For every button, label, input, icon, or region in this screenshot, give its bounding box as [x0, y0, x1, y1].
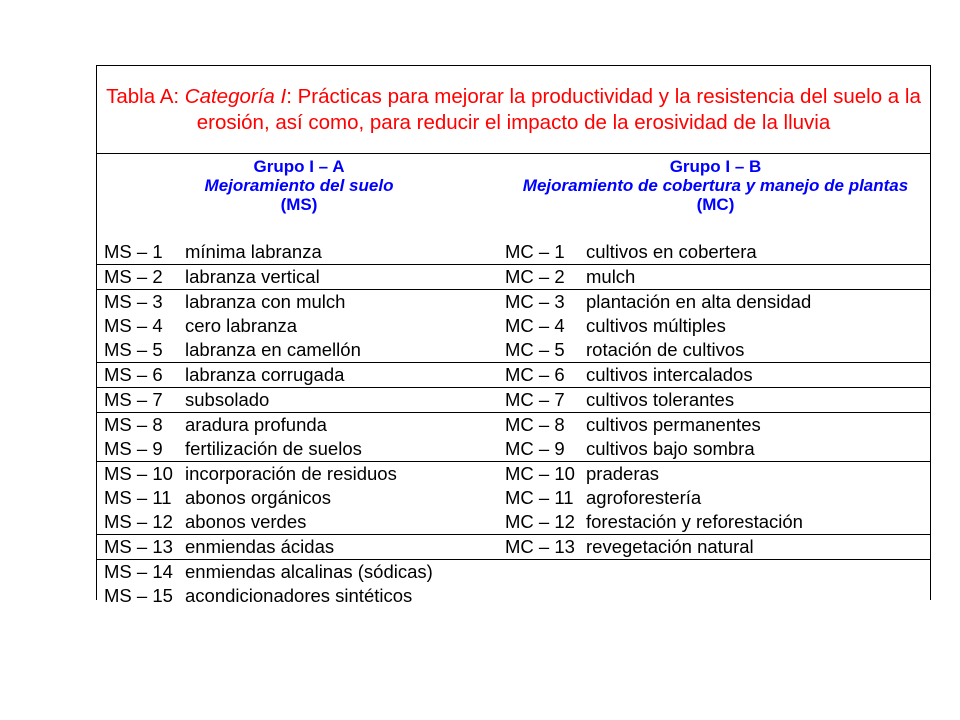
list-item [104, 314, 501, 338]
practice-code: MC – 7 [505, 389, 565, 410]
group-a-cell [97, 265, 501, 289]
practice-label: cultivos tolerantes [586, 389, 735, 410]
practice-code: MC – 12 [505, 511, 575, 532]
list-item [505, 510, 930, 534]
practice-code: MC – 2 [505, 266, 565, 287]
practice-code: MS – 13 [104, 536, 173, 557]
practice-label: mínima labranza [185, 241, 322, 262]
group-b-cell [501, 535, 930, 559]
practice-code: MS – 3 [104, 291, 163, 312]
practice-label: agroforestería [586, 487, 702, 508]
list-item [505, 462, 930, 486]
list-item [104, 486, 501, 510]
practice-code: MC – 9 [505, 438, 565, 459]
practice-code: MS – 2 [104, 266, 163, 287]
list-item [505, 338, 930, 362]
table-row-group [97, 534, 930, 559]
practice-code: MS – 14 [104, 561, 173, 582]
list-item [104, 240, 501, 264]
group-b-cell [501, 240, 930, 264]
practice-label: mulch [586, 266, 636, 287]
list-item [104, 290, 501, 314]
practice-code: MS – 8 [104, 414, 163, 435]
practice-label: labranza corrugada [185, 364, 345, 385]
practice-label: acondicionadores sintéticos [185, 585, 413, 606]
practice-label: cero labranza [185, 315, 298, 336]
practice-code: MC – 4 [505, 315, 565, 336]
practice-code: MC – 8 [505, 414, 565, 435]
title-category: Categoría I [184, 84, 287, 108]
practice-code: MS – 6 [104, 364, 163, 385]
title-description: : Prácticas para mejorar la productividad y la resistencia del suelo a la erosión, así como, para reducir el impacto de la erosividad de la lluvia [196, 84, 921, 134]
header-group-b-subtitle: Mejoramiento de cobertura y manejo de plantas [522, 176, 909, 195]
practice-label: plantación en alta densidad [586, 291, 812, 312]
list-item [104, 388, 501, 412]
table-title [97, 66, 930, 154]
list-item [104, 363, 501, 387]
list-item [104, 338, 501, 362]
table-row-group [97, 362, 930, 387]
group-b-cell [501, 413, 930, 461]
practice-label: forestación y reforestación [586, 511, 803, 532]
practice-code: MC – 3 [505, 291, 565, 312]
list-item [104, 437, 501, 461]
table-row-group [97, 264, 930, 289]
group-b-cell [501, 388, 930, 412]
list-item [505, 290, 930, 314]
group-a-cell [97, 240, 501, 264]
practice-label: subsolado [185, 389, 270, 410]
group-a-cell [97, 535, 501, 559]
practice-label: enmiendas ácidas [185, 536, 335, 557]
practice-code: MC – 11 [505, 487, 574, 508]
list-item [104, 462, 501, 486]
practice-label: labranza vertical [185, 266, 320, 287]
list-item [505, 413, 930, 437]
header-group-a-abbr: (MS) [280, 195, 318, 214]
header-group-b-abbr: (MC) [696, 195, 735, 214]
group-a-cell [97, 560, 501, 608]
table-title-text [103, 84, 924, 136]
practice-code: MC – 13 [505, 536, 575, 557]
practices-table [96, 65, 931, 606]
table-body [97, 240, 930, 608]
practice-code: MC – 10 [505, 463, 575, 484]
table-row-group [97, 289, 930, 362]
practice-label: cultivos bajo sombra [586, 438, 755, 459]
practice-code: MS – 7 [104, 389, 163, 410]
table-row-group [97, 387, 930, 412]
group-a-cell [97, 462, 501, 534]
practice-label: cultivos intercalados [586, 364, 753, 385]
practice-code: MC – 5 [505, 339, 565, 360]
group-a-cell [97, 363, 501, 387]
group-b-cell [501, 290, 930, 362]
table-row-group [97, 461, 930, 534]
practice-label: revegetación natural [586, 536, 754, 557]
list-item [505, 535, 930, 559]
list-item [104, 560, 501, 584]
practice-label: rotación de cultivos [586, 339, 745, 360]
practice-label: abonos verdes [185, 511, 307, 532]
list-item [104, 535, 501, 559]
practice-code: MS – 9 [104, 438, 163, 459]
group-b-cell [501, 462, 930, 534]
list-item [505, 486, 930, 510]
group-b-cell [501, 265, 930, 289]
list-item [505, 363, 930, 387]
table-header-row [97, 154, 930, 240]
group-a-cell [97, 388, 501, 412]
practice-label: cultivos permanentes [586, 414, 761, 435]
group-a-cell [97, 290, 501, 362]
practice-code: MS – 10 [104, 463, 173, 484]
practice-code: MS – 15 [104, 585, 173, 606]
header-group-b-title: Grupo I – B [669, 157, 762, 176]
header-group-b [501, 154, 930, 240]
practice-label: abonos orgánicos [185, 487, 332, 508]
header-group-a-subtitle: Mejoramiento del suelo [204, 176, 394, 195]
practice-label: labranza en camellón [185, 339, 361, 360]
list-item [505, 240, 930, 264]
header-group-a-title: Grupo I – A [253, 157, 345, 176]
practice-code: MS – 5 [104, 339, 163, 360]
table-row-group [97, 240, 930, 264]
group-b-cell [501, 560, 930, 608]
practice-code: MS – 11 [104, 487, 172, 508]
practice-code: MS – 4 [104, 315, 163, 336]
practice-label: enmiendas alcalinas (sódicas) [185, 561, 433, 582]
list-item [505, 265, 930, 289]
practice-label: fertilización de suelos [185, 438, 362, 459]
group-b-cell [501, 363, 930, 387]
practice-code: MC – 6 [505, 364, 565, 385]
practice-code: MS – 1 [104, 241, 163, 262]
list-item [505, 314, 930, 338]
list-item [104, 584, 501, 608]
list-item [505, 437, 930, 461]
list-item [104, 510, 501, 534]
header-group-a [97, 154, 501, 240]
practice-code: MC – 1 [505, 241, 565, 262]
practice-label: incorporación de residuos [185, 463, 397, 484]
list-item [104, 413, 501, 437]
practice-label: aradura profunda [185, 414, 327, 435]
practice-code: MS – 12 [104, 511, 173, 532]
title-prefix: Tabla A: [106, 84, 185, 108]
list-item [104, 265, 501, 289]
practice-label: praderas [586, 463, 660, 484]
practice-label: labranza con mulch [185, 291, 346, 312]
practice-label: cultivos en cobertera [586, 241, 757, 262]
list-item [505, 388, 930, 412]
group-a-cell [97, 413, 501, 461]
table-row-group [97, 412, 930, 461]
practice-label: cultivos múltiples [586, 315, 726, 336]
table-row-group [97, 559, 930, 608]
